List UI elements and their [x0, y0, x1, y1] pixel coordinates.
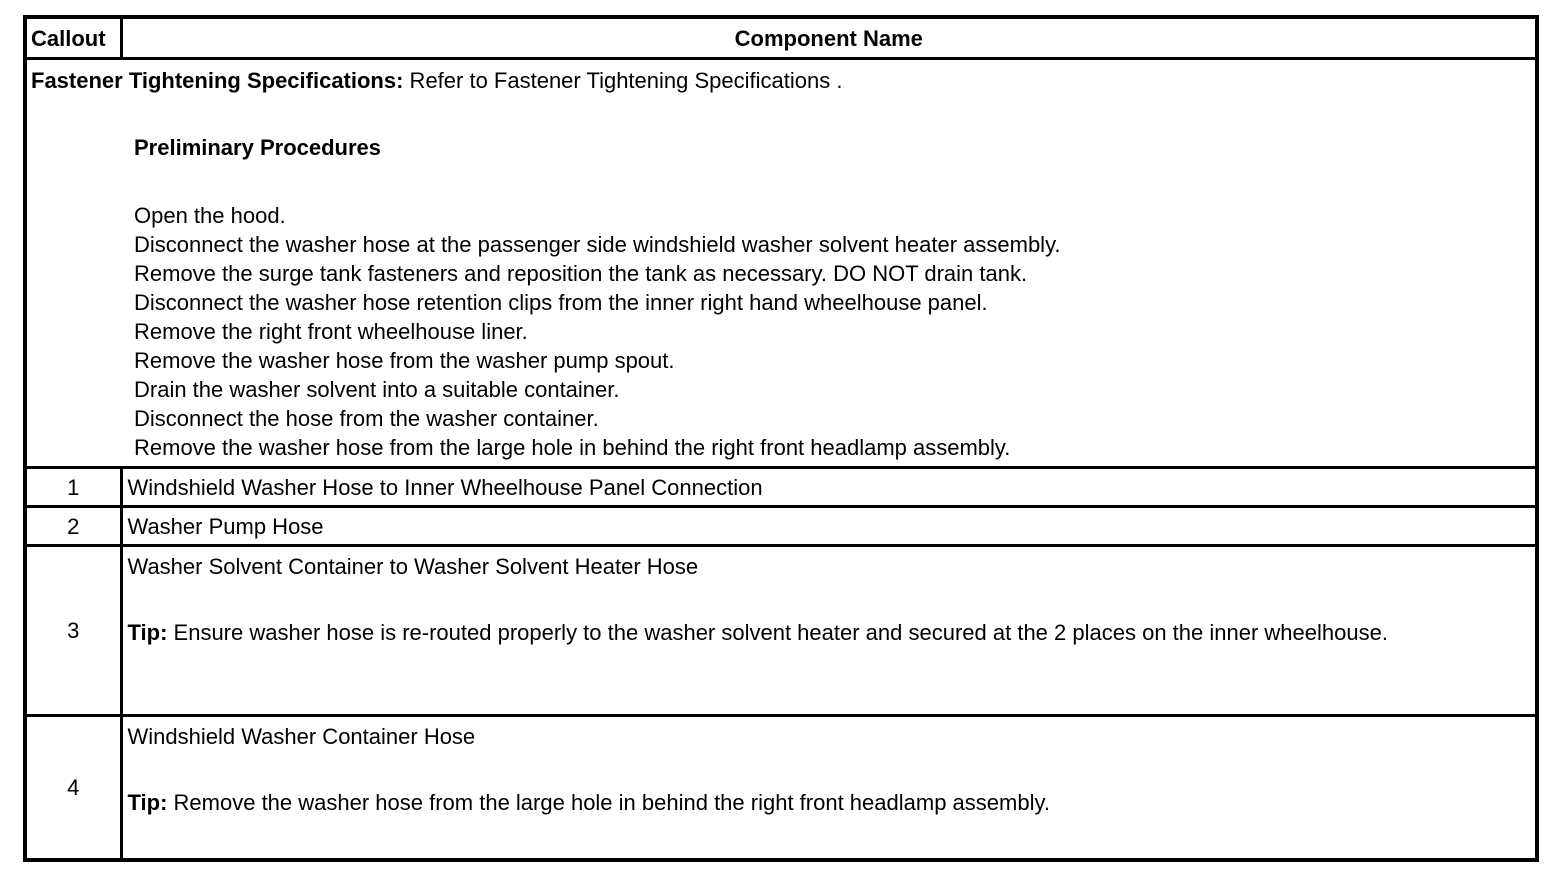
tip-label: Tip: [127, 620, 168, 645]
tip-note [128, 618, 1526, 647]
component-name-column-header: Component Name [121, 17, 1537, 59]
callout-number: 2 [25, 507, 121, 546]
preliminary-cell [25, 59, 1537, 468]
preliminary-step: Remove the washer hose from the washer pump spout. [134, 348, 675, 373]
table-header-row [25, 17, 1537, 59]
tip-text: Ensure washer hose is re-routed properly to the washer solvent heater and secured at the 2 places on the inner wheelhouse. [167, 620, 1388, 645]
table-row [25, 468, 1537, 507]
fastener-spec-line [31, 66, 1531, 95]
tip-label: Tip: [127, 790, 168, 815]
component-name: Washer Solvent Container to Washer Solvent Heater Hose [127, 554, 699, 579]
component-name: Washer Pump Hose [121, 507, 1537, 546]
component-cell [121, 716, 1537, 861]
preliminary-procedures [134, 133, 1531, 462]
preliminary-step: Remove the right front wheelhouse liner. [134, 319, 528, 344]
preliminary-procedures-title: Preliminary Procedures [134, 135, 382, 160]
preliminary-row [25, 59, 1537, 468]
callout-column-header: Callout [25, 17, 121, 59]
table-row [25, 507, 1537, 546]
component-name: Windshield Washer Container Hose [127, 724, 476, 749]
fastener-spec-text: Refer to Fastener Tightening Specifications . [403, 68, 843, 93]
fastener-spec-label: Fastener Tightening Specifications: [31, 68, 404, 93]
component-table [23, 15, 1539, 862]
callout-number: 3 [25, 546, 121, 716]
preliminary-step: Disconnect the hose from the washer container. [134, 406, 599, 431]
preliminary-step: Remove the surge tank fasteners and reposition the tank as necessary. DO NOT drain tank. [134, 261, 1028, 286]
tip-note [128, 788, 1526, 817]
preliminary-steps-list [134, 201, 1531, 462]
callout-number: 1 [25, 468, 121, 507]
preliminary-step: Disconnect the washer hose at the passenger side windshield washer solvent heater assembly. [134, 232, 1061, 257]
preliminary-step: Disconnect the washer hose retention clips from the inner right hand wheelhouse panel. [134, 290, 988, 315]
preliminary-step: Remove the washer hose from the large hole in behind the right front headlamp assembly. [134, 435, 1011, 460]
preliminary-step: Drain the washer solvent into a suitable container. [134, 377, 620, 402]
table-row [25, 716, 1537, 861]
table-row [25, 546, 1537, 716]
preliminary-step: Open the hood. [134, 203, 286, 228]
tip-text: Remove the washer hose from the large hole in behind the right front headlamp assembly. [167, 790, 1050, 815]
component-cell [121, 546, 1537, 716]
component-name: Windshield Washer Hose to Inner Wheelhouse Panel Connection [121, 468, 1537, 507]
callout-number: 4 [25, 716, 121, 861]
